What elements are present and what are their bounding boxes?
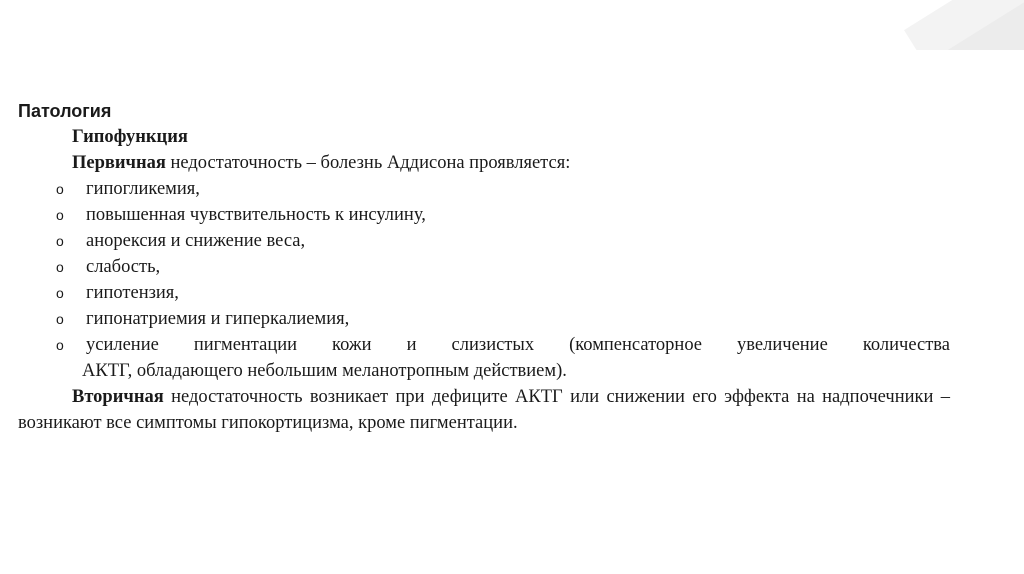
bullet-icon: o (56, 311, 64, 327)
primary-rest: недостаточность – болезнь Аддисона проявляется: (165, 153, 571, 173)
symptom-text: гипотензия, (86, 283, 179, 303)
symptom-text: повышенная чувствительность к инсулину, (86, 205, 426, 225)
list-item (18, 228, 950, 254)
symptom-text-line1: усиление пигментации кожи и слизистых (компенсаторное увеличение количества (86, 335, 950, 355)
list-item (18, 176, 950, 202)
subtitle: Гипофункция (72, 127, 188, 147)
symptom-text-line2: АКТГ, обладающего небольшим меланотропным действием). (82, 361, 567, 381)
primary-lead: Первичная (72, 153, 166, 173)
primary-insufficiency-line (18, 150, 950, 176)
list-item (18, 280, 950, 306)
list-item (18, 332, 950, 384)
symptom-text: гипонатриемия и гиперкалиемия, (86, 309, 350, 329)
bullet-icon: o (56, 181, 64, 197)
bullet-icon: o (56, 285, 64, 301)
secondary-insufficiency-paragraph (18, 384, 950, 436)
secondary-lead: Вторичная (72, 387, 164, 407)
symptom-list (18, 176, 950, 384)
bullet-icon: o (56, 337, 64, 353)
symptom-text: гипогликемия, (86, 179, 200, 199)
document-body (18, 98, 950, 436)
bullet-icon: o (56, 207, 64, 223)
list-item (18, 202, 950, 228)
bullet-icon: o (56, 233, 64, 249)
symptom-text: слабость, (86, 257, 161, 277)
section-title: Патология (18, 101, 112, 121)
bullet-icon: o (56, 259, 64, 275)
list-item (18, 306, 950, 332)
symptom-text: анорексия и снижение веса, (86, 231, 306, 251)
secondary-rest: недостаточность возникает при дефиците АКТГ или снижении его эффекта на надпочечники – возникают все симптомы гипокортицизма, кроме пигментации. (18, 387, 950, 433)
list-item (18, 254, 950, 280)
corner-decoration (904, 0, 1024, 50)
